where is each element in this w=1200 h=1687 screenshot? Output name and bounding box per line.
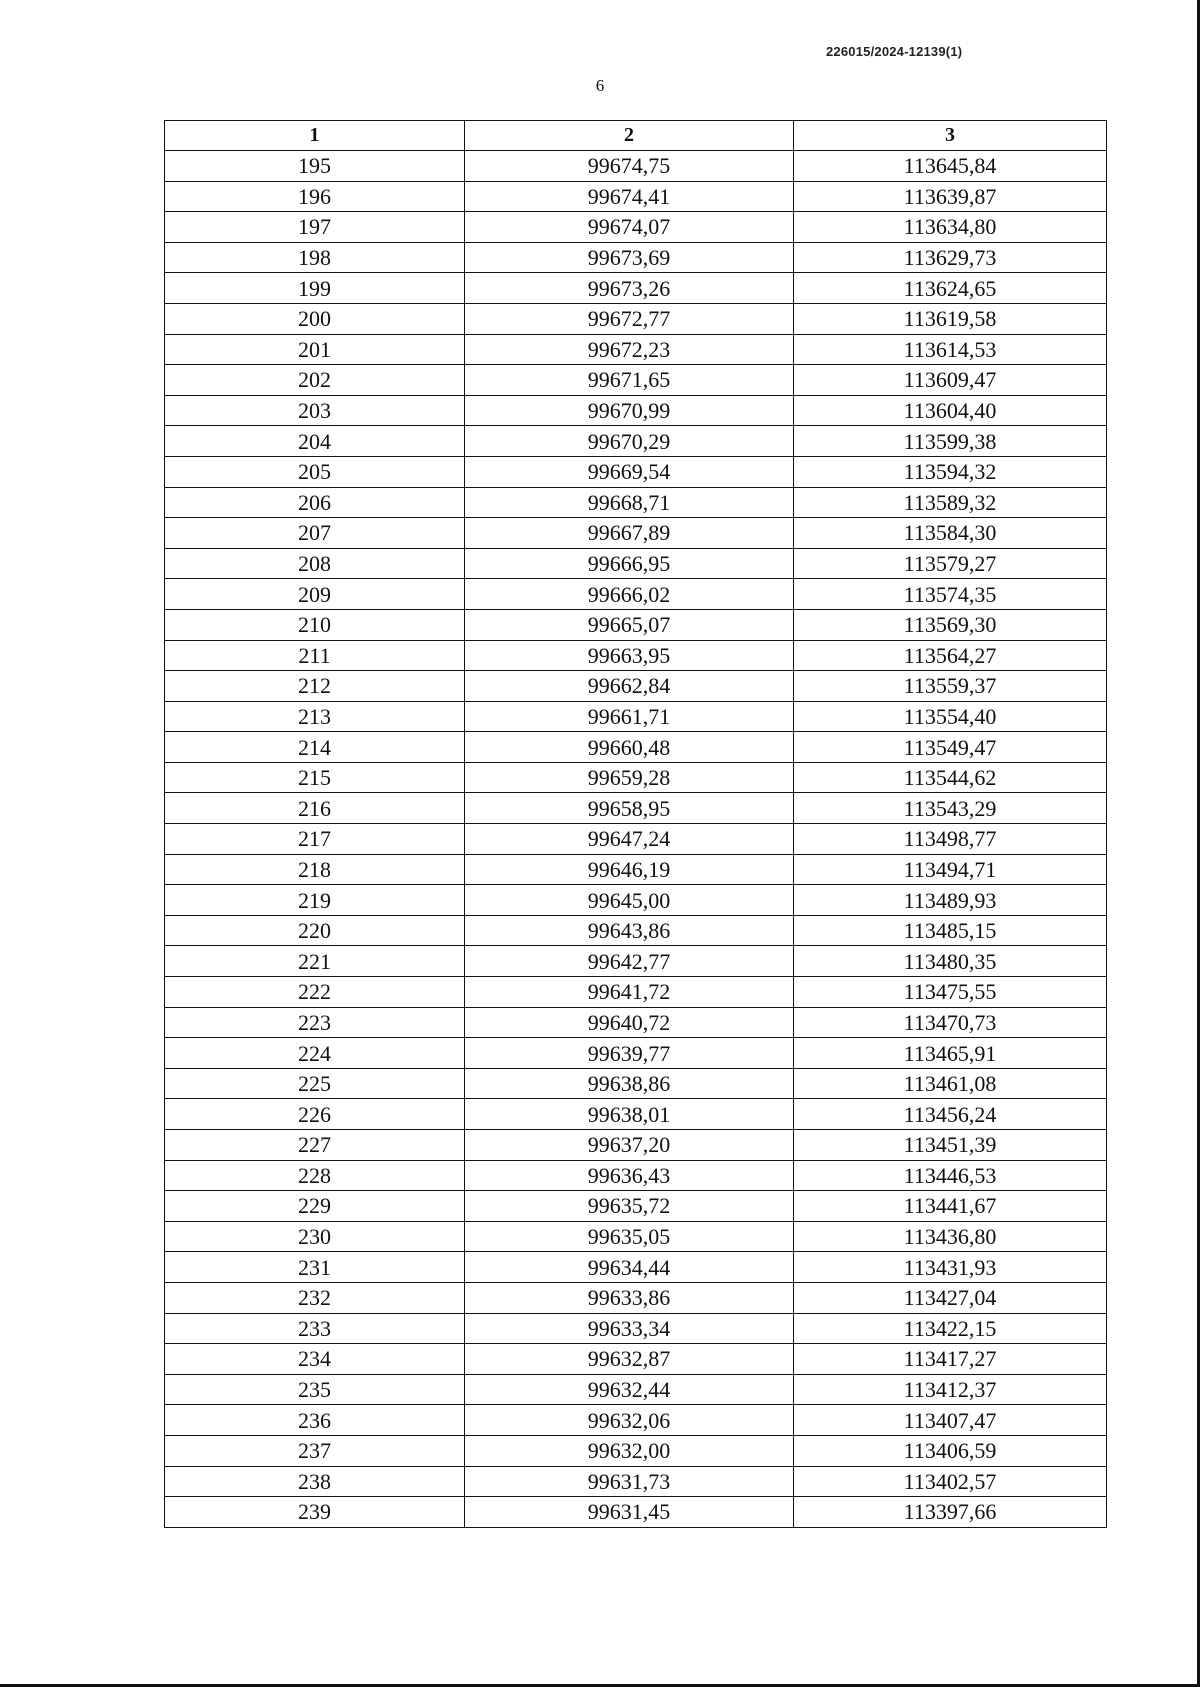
page-number: 6 [595,76,605,95]
coordinate-x-cell: 99638,01 [465,1099,794,1130]
coordinate-x-cell: 99635,05 [465,1221,794,1252]
table-row [165,518,1107,549]
point-number-cell: 214 [165,732,465,763]
table-row [165,1435,1107,1466]
point-number-cell: 217 [165,824,465,855]
coordinate-y-cell: 113543,29 [794,793,1107,824]
table-row [165,273,1107,304]
table-row [165,1344,1107,1375]
coordinate-y-cell: 113475,55 [794,977,1107,1008]
coordinate-y-cell: 113604,40 [794,395,1107,426]
table-row [165,212,1107,243]
point-number-cell: 220 [165,915,465,946]
coordinate-y-cell: 113569,30 [794,609,1107,640]
table-row [165,365,1107,396]
table-row [165,1221,1107,1252]
point-number-cell: 200 [165,303,465,334]
coordinate-x-cell: 99670,99 [465,395,794,426]
coordinate-x-cell: 99674,07 [465,212,794,243]
coordinate-x-cell: 99672,23 [465,334,794,365]
table-row [165,977,1107,1008]
coordinate-x-cell: 99665,07 [465,609,794,640]
point-number-cell: 202 [165,365,465,396]
coordinate-y-cell: 113634,80 [794,212,1107,243]
coordinate-x-cell: 99640,72 [465,1007,794,1038]
point-number-cell: 204 [165,426,465,457]
table-row [165,1282,1107,1313]
coordinate-y-cell: 113639,87 [794,181,1107,212]
coordinate-x-cell: 99661,71 [465,701,794,732]
table-row [165,1466,1107,1497]
coordinate-y-cell: 113436,80 [794,1221,1107,1252]
coordinate-x-cell: 99671,65 [465,365,794,396]
table-row [165,946,1107,977]
point-number-cell: 233 [165,1313,465,1344]
coordinate-y-cell: 113470,73 [794,1007,1107,1038]
point-number-cell: 228 [165,1160,465,1191]
point-number-cell: 197 [165,212,465,243]
point-number-cell: 232 [165,1282,465,1313]
point-number-cell: 229 [165,1191,465,1222]
coordinate-x-cell: 99673,26 [465,273,794,304]
point-number-cell: 223 [165,1007,465,1038]
table-header-row [165,121,1107,151]
coordinate-x-cell: 99662,84 [465,671,794,702]
coordinate-x-cell: 99632,06 [465,1405,794,1436]
coordinate-x-cell: 99647,24 [465,824,794,855]
coordinate-x-cell: 99673,69 [465,242,794,273]
coordinate-y-cell: 113402,57 [794,1466,1107,1497]
table-row [165,487,1107,518]
table-row [165,1252,1107,1283]
table-row [165,824,1107,855]
table-row [165,303,1107,334]
coordinate-x-cell: 99638,86 [465,1068,794,1099]
point-number-cell: 211 [165,640,465,671]
coordinate-y-cell: 113584,30 [794,518,1107,549]
coordinate-y-cell: 113579,27 [794,548,1107,579]
table-row [165,1130,1107,1161]
coordinate-x-cell: 99634,44 [465,1252,794,1283]
table-row [165,1007,1107,1038]
point-number-cell: 236 [165,1405,465,1436]
coordinate-y-cell: 113549,47 [794,732,1107,763]
coordinate-x-cell: 99672,77 [465,303,794,334]
coordinate-x-cell: 99632,00 [465,1435,794,1466]
coordinate-y-cell: 113485,15 [794,915,1107,946]
table-row [165,456,1107,487]
coordinate-y-cell: 113451,39 [794,1130,1107,1161]
point-number-cell: 196 [165,181,465,212]
coordinate-x-cell: 99660,48 [465,732,794,763]
coordinate-x-cell: 99633,34 [465,1313,794,1344]
table-row [165,1497,1107,1528]
coordinate-x-cell: 99631,45 [465,1497,794,1528]
coordinate-y-cell: 113594,32 [794,456,1107,487]
coordinate-y-cell: 113645,84 [794,151,1107,182]
coordinate-x-cell: 99658,95 [465,793,794,824]
coordinate-x-cell: 99645,00 [465,885,794,916]
table-row [165,701,1107,732]
coordinate-y-cell: 113480,35 [794,946,1107,977]
point-number-cell: 219 [165,885,465,916]
coordinate-y-cell: 113406,59 [794,1435,1107,1466]
coordinate-y-cell: 113422,15 [794,1313,1107,1344]
column-header: 2 [465,121,794,151]
coordinate-y-cell: 113465,91 [794,1038,1107,1069]
coordinate-x-cell: 99674,75 [465,151,794,182]
point-number-cell: 206 [165,487,465,518]
point-number-cell: 195 [165,151,465,182]
coordinate-x-cell: 99659,28 [465,762,794,793]
point-number-cell: 221 [165,946,465,977]
point-number-cell: 205 [165,456,465,487]
coordinate-y-cell: 113494,71 [794,854,1107,885]
table-row [165,548,1107,579]
coordinate-x-cell: 99642,77 [465,946,794,977]
coordinate-y-cell: 113559,37 [794,671,1107,702]
point-number-cell: 218 [165,854,465,885]
point-number-cell: 215 [165,762,465,793]
coordinate-x-cell: 99668,71 [465,487,794,518]
coordinate-y-cell: 113564,27 [794,640,1107,671]
column-header: 3 [794,121,1107,151]
coordinate-y-cell: 113574,35 [794,579,1107,610]
point-number-cell: 208 [165,548,465,579]
table-row [165,242,1107,273]
table-row [165,181,1107,212]
point-number-cell: 210 [165,609,465,640]
coordinate-x-cell: 99646,19 [465,854,794,885]
coordinate-y-cell: 113554,40 [794,701,1107,732]
table-row [165,1374,1107,1405]
coordinate-y-cell: 113397,66 [794,1497,1107,1528]
coordinate-x-cell: 99670,29 [465,426,794,457]
point-number-cell: 222 [165,977,465,1008]
coordinate-y-cell: 113629,73 [794,242,1107,273]
coordinate-y-cell: 113446,53 [794,1160,1107,1191]
coordinate-x-cell: 99667,89 [465,518,794,549]
coordinates-table [164,120,1107,1528]
table-row [165,1099,1107,1130]
table-row [165,885,1107,916]
table-row [165,1191,1107,1222]
coordinate-x-cell: 99674,41 [465,181,794,212]
table-row [165,732,1107,763]
point-number-cell: 239 [165,1497,465,1528]
point-number-cell: 234 [165,1344,465,1375]
table-row [165,915,1107,946]
point-number-cell: 209 [165,579,465,610]
point-number-cell: 203 [165,395,465,426]
coordinate-y-cell: 113461,08 [794,1068,1107,1099]
coordinate-x-cell: 99632,87 [465,1344,794,1375]
coordinate-y-cell: 113427,04 [794,1282,1107,1313]
coordinate-y-cell: 113609,47 [794,365,1107,396]
point-number-cell: 216 [165,793,465,824]
document-number: 226015/2024-12139(1) [826,44,963,59]
table-row [165,854,1107,885]
table-row [165,426,1107,457]
coordinate-x-cell: 99669,54 [465,456,794,487]
coordinate-y-cell: 113431,93 [794,1252,1107,1283]
coordinate-x-cell: 99666,02 [465,579,794,610]
point-number-cell: 199 [165,273,465,304]
coordinate-x-cell: 99635,72 [465,1191,794,1222]
table-row [165,1313,1107,1344]
point-number-cell: 227 [165,1130,465,1161]
point-number-cell: 237 [165,1435,465,1466]
coordinate-y-cell: 113619,58 [794,303,1107,334]
coordinate-x-cell: 99639,77 [465,1038,794,1069]
table-row [165,1160,1107,1191]
point-number-cell: 238 [165,1466,465,1497]
point-number-cell: 224 [165,1038,465,1069]
coordinate-y-cell: 113412,37 [794,1374,1107,1405]
coordinate-x-cell: 99631,73 [465,1466,794,1497]
coordinate-y-cell: 113441,67 [794,1191,1107,1222]
table-row [165,793,1107,824]
table-row [165,1405,1107,1436]
coordinate-y-cell: 113624,65 [794,273,1107,304]
point-number-cell: 213 [165,701,465,732]
point-number-cell: 212 [165,671,465,702]
table-row [165,334,1107,365]
table-row [165,1038,1107,1069]
point-number-cell: 201 [165,334,465,365]
point-number-cell: 230 [165,1221,465,1252]
point-number-cell: 235 [165,1374,465,1405]
coordinate-y-cell: 113589,32 [794,487,1107,518]
coordinate-y-cell: 113407,47 [794,1405,1107,1436]
table-row [165,671,1107,702]
table-row [165,579,1107,610]
column-header: 1 [165,121,465,151]
coordinate-x-cell: 99633,86 [465,1282,794,1313]
point-number-cell: 231 [165,1252,465,1283]
table-row [165,762,1107,793]
table-body [165,151,1107,1528]
coordinate-y-cell: 113614,53 [794,334,1107,365]
point-number-cell: 198 [165,242,465,273]
coordinate-x-cell: 99643,86 [465,915,794,946]
coordinate-y-cell: 113599,38 [794,426,1107,457]
point-number-cell: 207 [165,518,465,549]
coordinate-y-cell: 113498,77 [794,824,1107,855]
coordinate-x-cell: 99637,20 [465,1130,794,1161]
coordinate-y-cell: 113544,62 [794,762,1107,793]
coordinate-y-cell: 113456,24 [794,1099,1107,1130]
point-number-cell: 226 [165,1099,465,1130]
table-row [165,640,1107,671]
coordinate-x-cell: 99663,95 [465,640,794,671]
coordinate-x-cell: 99632,44 [465,1374,794,1405]
point-number-cell: 225 [165,1068,465,1099]
coordinate-y-cell: 113417,27 [794,1344,1107,1375]
table-row [165,609,1107,640]
table-row [165,151,1107,182]
table-row [165,1068,1107,1099]
coordinate-x-cell: 99636,43 [465,1160,794,1191]
coordinate-x-cell: 99666,95 [465,548,794,579]
coordinate-y-cell: 113489,93 [794,885,1107,916]
table-row [165,395,1107,426]
coordinate-x-cell: 99641,72 [465,977,794,1008]
